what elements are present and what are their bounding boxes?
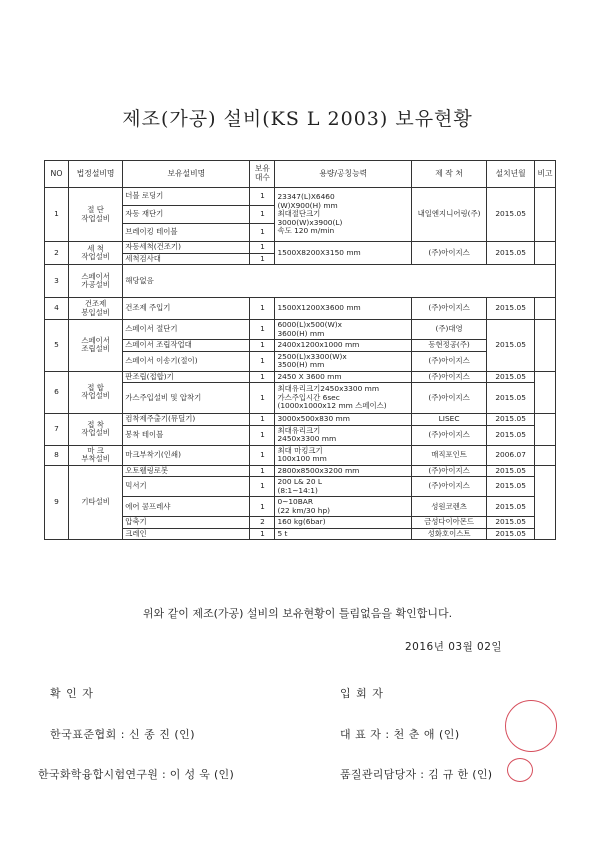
row-year: 2015.05 <box>487 497 535 517</box>
row-equip: 브레이킹 테이블 <box>123 224 250 242</box>
row-count: 1 <box>250 253 275 265</box>
row-count: 1 <box>250 206 275 224</box>
row-maker: (주)아이지스 <box>412 425 487 445</box>
row-note <box>535 298 556 320</box>
seal-stamp-icon <box>505 700 557 752</box>
row-count: 1 <box>250 320 275 340</box>
row-equip: 자동세척(건조기) <box>123 242 250 254</box>
row-year: 2015.05 <box>487 298 535 320</box>
row-note <box>535 414 556 446</box>
row-note <box>535 465 556 540</box>
row-year: 2015.05 <box>487 517 535 529</box>
row-no: 4 <box>45 298 69 320</box>
row-count: 1 <box>250 188 275 206</box>
row-capacity: 1500X8200X3150 mm <box>275 242 412 265</box>
row-equip: 컴착제주출기(뮤딜기) <box>123 414 250 426</box>
row-count: 1 <box>250 298 275 320</box>
row-legal: 스페이서 가공설비 <box>68 265 122 298</box>
row-maker: (주)아이지스 <box>412 351 487 371</box>
row-year: 2015.05 <box>487 371 535 383</box>
row-equip: 오토웰링로봇 <box>123 465 250 477</box>
row-equip: 크레인 <box>123 528 250 540</box>
header-equip: 보유설비명 <box>123 161 250 188</box>
header-year: 설치년월 <box>487 161 535 188</box>
table-row <box>45 414 556 426</box>
table-row <box>45 298 556 320</box>
row-equip: 봉착 테이블 <box>123 425 250 445</box>
row-maker: 내일엔지니어링(주) <box>412 188 487 242</box>
row-no: 1 <box>45 188 69 242</box>
row-equip: 압축기 <box>123 517 250 529</box>
page-title: 제조(가공) 설비(KS L 2003) 보유현황 <box>122 108 473 130</box>
row-capacity: 2500(L)x3300(W)x 3500(H) mm <box>275 351 412 371</box>
row-equip: 판조립(접합)기 <box>123 371 250 383</box>
row-equip: 건조제 주입기 <box>123 298 250 320</box>
row-year: 2015.05 <box>487 477 535 497</box>
signature-mark-icon <box>507 758 533 782</box>
row-year: 2015.05 <box>487 320 535 372</box>
table-row <box>45 465 556 477</box>
row-count: 1 <box>250 425 275 445</box>
row-capacity: 최대유리크기2450x3300 mm 가스주입시간 6sec (1000x1000x12 mm 스페이스) <box>275 383 412 414</box>
row-year: 2015.05 <box>487 465 535 477</box>
row-legal: 세 척 작업설비 <box>68 242 122 265</box>
row-year: 2015.05 <box>487 425 535 445</box>
row-maker: (주)아이지스 <box>412 383 487 414</box>
row-count: 1 <box>250 224 275 242</box>
row-equip: 에어 콤프레샤 <box>123 497 250 517</box>
row-count: 1 <box>250 351 275 371</box>
row-capacity: 2450 X 3600 mm <box>275 371 412 383</box>
equipment-table <box>44 160 556 540</box>
row-year: 2015.05 <box>487 242 535 265</box>
row-capacity: 160 kg(6bar) <box>275 517 412 529</box>
table-header-row <box>45 161 556 188</box>
row-maker: 성원코렌츠 <box>412 497 487 517</box>
row-maker: 동현정공(주) <box>412 340 487 352</box>
row-capacity: 200 L& 20 L (8:1~14:1) <box>275 477 412 497</box>
row-count: 1 <box>250 445 275 465</box>
row-capacity: 0~10BAR (22 km/30 hp) <box>275 497 412 517</box>
row-count: 1 <box>250 242 275 254</box>
row-year: 2015.05 <box>487 188 535 242</box>
row-merged: 해당없음 <box>123 265 556 298</box>
row-legal: 건조제 봉입설비 <box>68 298 122 320</box>
row-note <box>535 320 556 372</box>
row-capacity: 5 t <box>275 528 412 540</box>
row-equip: 가스주입설비 및 압착기 <box>123 383 250 414</box>
row-equip: 스페이서 절단기 <box>123 320 250 340</box>
confirmer-label: 확 인 자 <box>50 687 94 700</box>
row-capacity: 최대유리크기 2450x3300 mm <box>275 425 412 445</box>
header-count: 보유 대수 <box>250 161 275 188</box>
row-note <box>535 242 556 265</box>
row-maker: (주)아이지스 <box>412 298 487 320</box>
header-legal: 법정설비명 <box>68 161 122 188</box>
row-maker: 매직포인트 <box>412 445 487 465</box>
row-maker: (주)아이지스 <box>412 465 487 477</box>
row-legal: 스페이서 조립설비 <box>68 320 122 372</box>
row-year: 2015.05 <box>487 414 535 426</box>
row-legal: 기타설비 <box>68 465 122 540</box>
row-equip: 스페이서 조립작업대 <box>123 340 250 352</box>
row-capacity: 2800x8500x3200 mm <box>275 465 412 477</box>
confirmation-text: 위와 같이 제조(가공) 설비의 보유현황이 틀림없음을 확인합니다. <box>142 607 453 620</box>
row-count: 1 <box>250 340 275 352</box>
row-no: 7 <box>45 414 69 446</box>
row-count: 1 <box>250 371 275 383</box>
row-capacity: 6000(L)x500(W)x 3600(H) mm <box>275 320 412 340</box>
signature-left-2: 한국화학융합시험연구원 : 이 성 욱 (인) <box>38 768 235 781</box>
row-year: 2006.07 <box>487 445 535 465</box>
row-note <box>535 371 556 414</box>
header-note: 비고 <box>535 161 556 188</box>
table-row <box>45 265 556 298</box>
row-year: 2015.05 <box>487 528 535 540</box>
row-maker: (주)대영 <box>412 320 487 340</box>
row-capacity: 3000x500x830 mm <box>275 414 412 426</box>
row-maker: (주)아이지스 <box>412 242 487 265</box>
witness-label: 입 회 자 <box>340 687 384 700</box>
row-no: 2 <box>45 242 69 265</box>
signature-right-2: 품질관리담당자 : 김 규 한 (인) <box>340 768 493 781</box>
row-year: 2015.05 <box>487 383 535 414</box>
table-row <box>45 445 556 465</box>
row-equip: 믹서기 <box>123 477 250 497</box>
row-legal: 절 단 작업설비 <box>68 188 122 242</box>
row-count: 1 <box>250 414 275 426</box>
row-capacity: 2400x1200x1000 mm <box>275 340 412 352</box>
row-count: 1 <box>250 383 275 414</box>
table-row <box>45 188 556 206</box>
header-no: NO <box>45 161 69 188</box>
row-no: 9 <box>45 465 69 540</box>
row-count: 1 <box>250 465 275 477</box>
header-capacity: 용량/공칭능력 <box>275 161 412 188</box>
row-maker: 금성다이아몬드 <box>412 517 487 529</box>
row-no: 5 <box>45 320 69 372</box>
row-capacity: 23347(L)X6460 (W)X900(H) mm 최대절단크기 3000(W)x3900(L) 속도 120 m/min <box>275 188 412 242</box>
row-count: 1 <box>250 497 275 517</box>
row-equip: 마크부착기(인쇄) <box>123 445 250 465</box>
row-no: 3 <box>45 265 69 298</box>
row-legal: 마 크 부착설비 <box>68 445 122 465</box>
row-capacity: 1500X1200X3600 mm <box>275 298 412 320</box>
row-equip: 스페이서 이송기(절이) <box>123 351 250 371</box>
header-maker: 제 작 처 <box>412 161 487 188</box>
row-no: 6 <box>45 371 69 414</box>
row-maker: (주)아이지스 <box>412 371 487 383</box>
row-equip: 자동 재단기 <box>123 206 250 224</box>
table-row <box>45 371 556 383</box>
row-legal: 접 착 작업설비 <box>68 414 122 446</box>
signature-left-1: 한국표준협회 : 신 종 진 (인) <box>50 728 196 741</box>
row-maker: 성화호이스트 <box>412 528 487 540</box>
table-row <box>45 320 556 340</box>
row-equip: 더블 로딩기 <box>123 188 250 206</box>
row-capacity: 최대 마킹크기 100x100 mm <box>275 445 412 465</box>
row-legal: 접 합 작업설비 <box>68 371 122 414</box>
row-count: 2 <box>250 517 275 529</box>
document-date: 2016년 03월 02일 <box>405 641 503 653</box>
row-no: 8 <box>45 445 69 465</box>
row-maker: LISEC <box>412 414 487 426</box>
row-count: 1 <box>250 477 275 497</box>
table-row <box>45 242 556 254</box>
row-note <box>535 445 556 465</box>
row-note <box>535 188 556 242</box>
row-maker: (주)아이지스 <box>412 477 487 497</box>
signature-right-1: 대 표 자 : 천 춘 애 (인) <box>340 728 460 741</box>
row-equip: 세척검사대 <box>123 253 250 265</box>
row-count: 1 <box>250 528 275 540</box>
